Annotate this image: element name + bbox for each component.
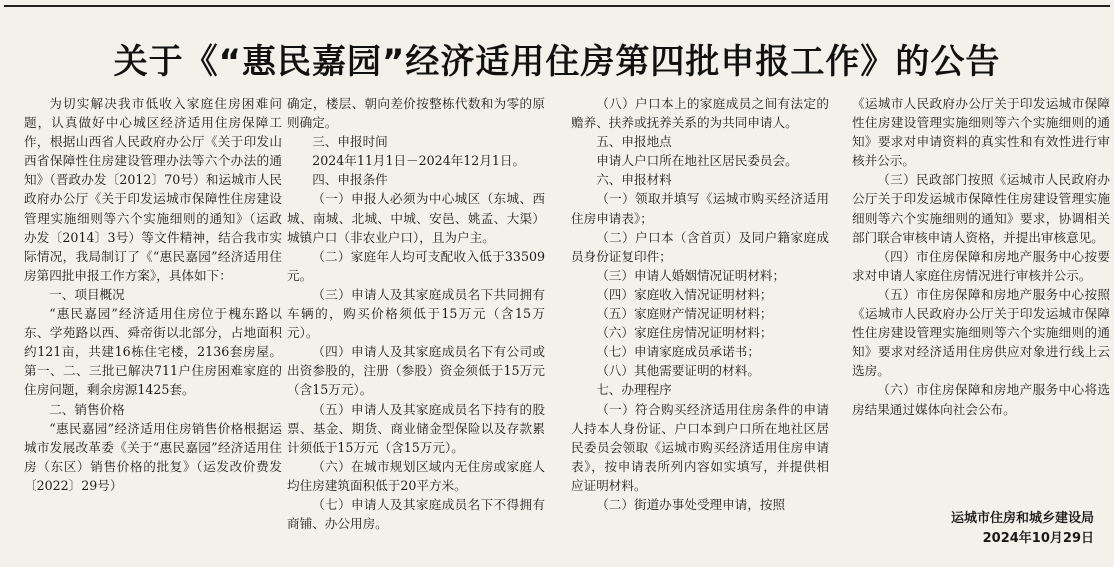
text-column-2 bbox=[287, 94, 545, 533]
list-item: （七）申请人及其家庭成员名下不得拥有商铺、办公用房。 bbox=[287, 496, 545, 532]
list-item: （一）申报人必须为中心城区（东城、西城、南城、北城、中城、安邑、姚孟、大渠）城镇户口（非农业户口），且为户主。 bbox=[287, 191, 545, 245]
list-item: （一）领取并填写《运城市购买经济适用住房申请表》； bbox=[571, 191, 829, 226]
section-heading: 四、申报条件 bbox=[312, 172, 388, 188]
text-column-4 bbox=[852, 94, 1110, 419]
list-item: （七）申请家庭成员承诺书； bbox=[596, 344, 760, 360]
section-heading: 六、申报材料 bbox=[596, 172, 672, 188]
top-rule bbox=[4, 5, 1110, 7]
list-item: （八）户口本上的家庭成员之间有法定的赡养、扶养或抚养关系的为共同申请人。 bbox=[571, 96, 829, 131]
list-item: （四）申请人及其家庭成员名下有公司或出资参股的，注册（参股）资金须低于15万元（含15万元）。 bbox=[287, 344, 545, 398]
section-heading: 一、项目概况 bbox=[49, 286, 125, 302]
section-heading: 七、办理程序 bbox=[596, 382, 672, 398]
issuer-name: 运城市住房和城乡建设局 bbox=[950, 511, 1094, 526]
section-heading: 三、申报时间 bbox=[312, 134, 388, 150]
paragraph: “惠民嘉园”经济适用住房销售价格根据运城市发展改革委《关于“惠民嘉园”经济适用住房（东区）销售价格的批复》（运发改价费发〔2022〕29号） bbox=[24, 420, 282, 493]
text-column-1 bbox=[24, 94, 282, 495]
list-item: （六）在城市规划区域内无住房或家庭人均住房建筑面积低于20平方米。 bbox=[287, 458, 545, 493]
notice-title: 关于《“惠民嘉园”经济适用住房第四批申报工作》的公告 bbox=[113, 42, 1001, 82]
list-item: （三）申请人及其家庭成员名下共同拥有车辆的，购买价格须低于15万元（含15万元）。 bbox=[287, 286, 545, 341]
paragraph: 为切实解决我市低收入家庭住房困难问题，认真做好中心城区经济适用住房保障工作，根据山西省人民政府办公厅《关于印发山西省保障性住房建设管理办法等六个办法的通知》（晋政办发〔2012〕70号）和运城市人民政府办公厅《关于印发运城市保障性住房建设管理实施细则等六个实施细则的通知》（运政办发〔2014〕3号）等文件精神，结合我市实际情况，我局制订了《“惠民嘉园”经济适用住房第四批申报工作方案》，具体如下： bbox=[24, 96, 282, 283]
list-item: （五）申请人及其家庭成员名下持有的股票、基金、期货、商业储金型保险以及存款累计须低于15万元（含15万元）。 bbox=[287, 401, 545, 455]
list-item: （二）户口本（含首页）及同户籍家庭成员身份证复印件； bbox=[571, 229, 829, 264]
section-heading: 二、销售价格 bbox=[49, 401, 125, 417]
section-heading: 五、申报地点 bbox=[596, 134, 672, 150]
text-column-3 bbox=[571, 94, 829, 514]
paragraph: “惠民嘉园”经济适用住房位于槐东路以东、学苑路以西、舜帝街以北部分，占地面积约121亩，共建16栋住宅楼，2136套房屋。第一、二、三批已解决711户住房困难家庭的住房问题，剩余房源1425套。 bbox=[24, 306, 282, 398]
paragraph: 申请人户口所在地社区居民委员会。 bbox=[596, 153, 798, 169]
list-item: （二）街道办事处受理申请，按照 bbox=[596, 496, 786, 512]
list-item: （三）申请人婚姻情况证明材料； bbox=[596, 267, 786, 283]
paragraph: 2024年11月1日－2024年12月1日。 bbox=[312, 153, 526, 169]
list-item: （六）家庭住房情况证明材料； bbox=[596, 325, 773, 341]
list-item: （八）其他需要证明的材料。 bbox=[596, 363, 760, 379]
paragraph: 确定，楼层、朝向差价按整栋代数和为零的原则确定。 bbox=[287, 96, 545, 131]
list-item: （五）市住房保障和房地产服务中心按照《运城市人民政府办公厅关于印发运城市保障性住房建设管理实施细则等六个实施细则的通知》要求对经济适用住房供应对象进行线上云选房。 bbox=[852, 286, 1110, 379]
list-item: （一）符合购买经济适用住房条件的申请人持本人身份证、户口本到户口所在地社区居民委员会领取《运城市购买经济适用住房申请表》，按申请表所列内容如实填写，并提供相应证明材料。 bbox=[571, 401, 829, 493]
issue-date: 2024年10月29日 bbox=[982, 531, 1094, 546]
list-item: （四）市住房保障和房地产服务中心按要求对申请人家庭住房情况进行审核并公示。 bbox=[852, 248, 1110, 283]
list-item: （三）民政部门按照《运城市人民政府办公厅关于印发运城市保障性住房建设管理实施细则等六个实施细则的通知》要求，协调相关部门联合审核申请人资格，并提出审核意见。 bbox=[852, 172, 1110, 245]
paragraph: 《运城市人民政府办公厅关于印发运城市保障性住房建设管理实施细则等六个实施细则的通知》要求对申请资料的真实性和有效性进行审核并公示。 bbox=[852, 96, 1110, 169]
list-item: （六）市住房保障和房地产服务中心将选房结果通过媒体向社会公布。 bbox=[852, 382, 1110, 417]
list-item: （四）家庭收入情况证明材料； bbox=[596, 286, 773, 302]
list-item: （二）家庭年人均可支配收入低于33509元。 bbox=[287, 248, 545, 283]
list-item: （五）家庭财产情况证明材料； bbox=[596, 306, 773, 322]
